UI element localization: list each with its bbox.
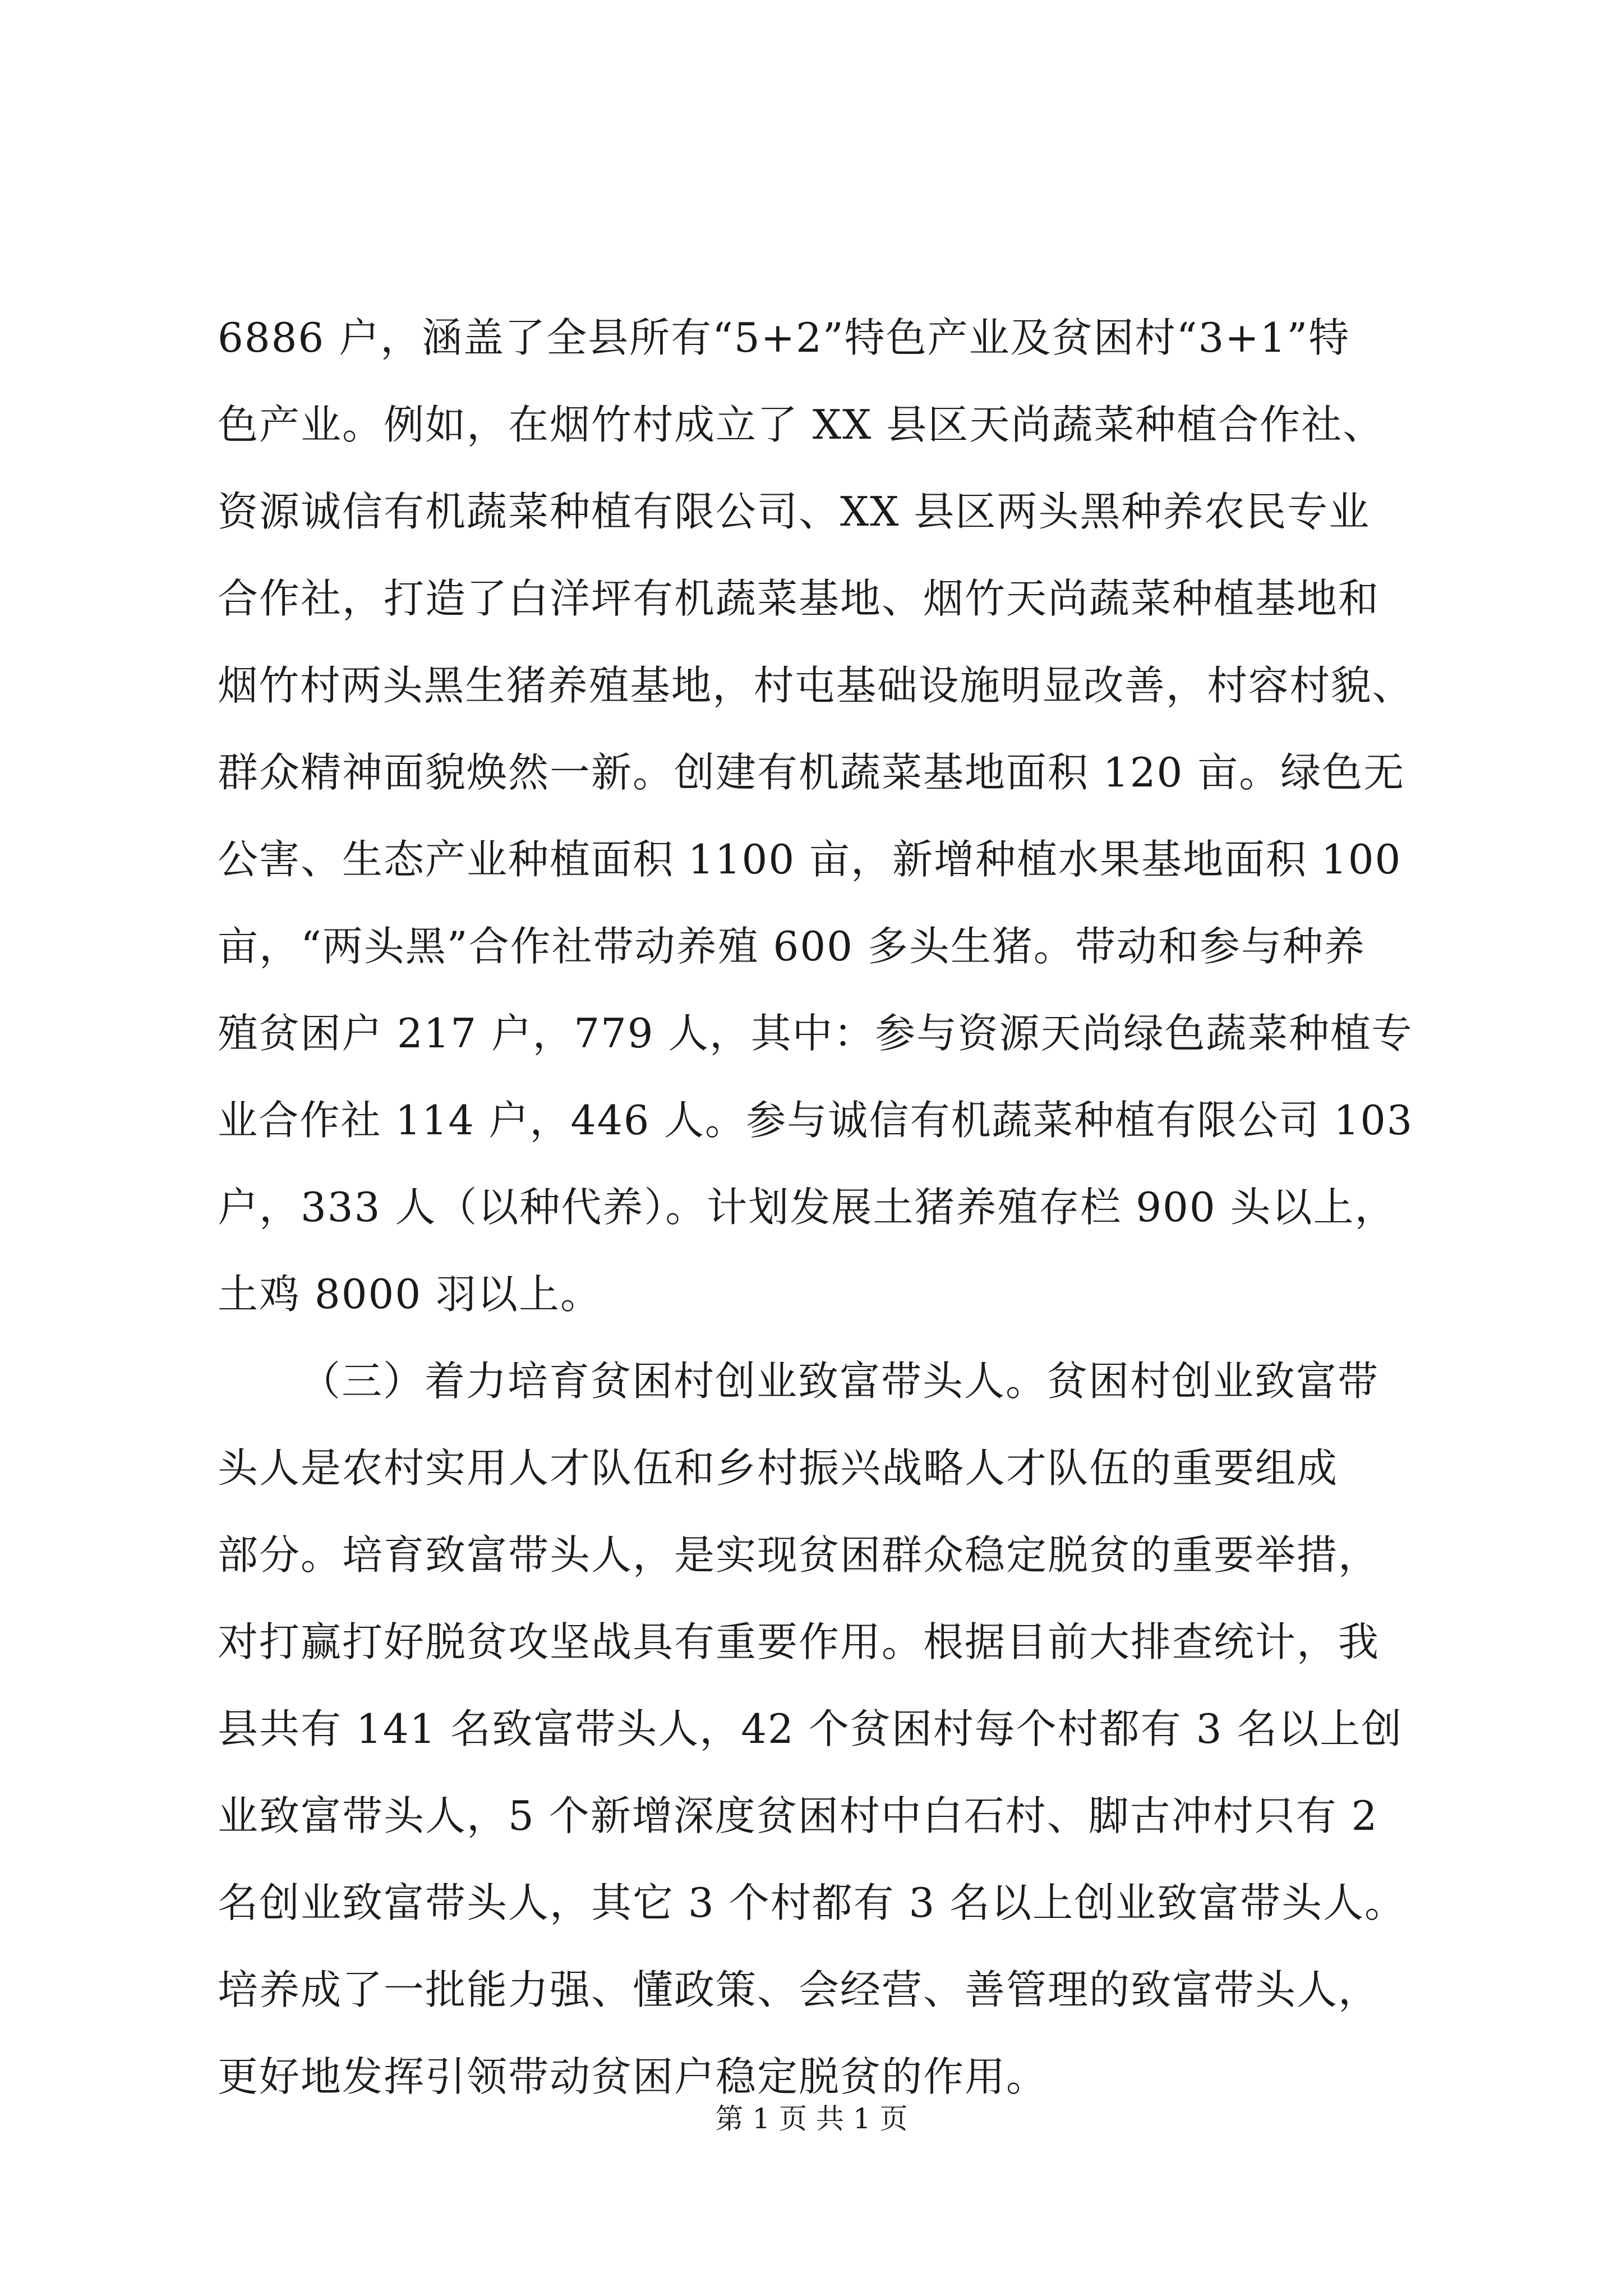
paragraph-line: 殖贫困户 217 户，779 人，其中：参与资源天尚绿色蔬菜种植专 [218, 1010, 1413, 1057]
paragraph-line: 业致富带头人，5 个新增深度贫困村中白石村、脚古冲村只有 2 [218, 1792, 1378, 1839]
paragraph-line: 色产业。例如，在烟竹村成立了 XX 县区天尚蔬菜种植合作社、 [218, 401, 1385, 448]
paragraph-line: 亩，“两头黑”合作社带动养殖 600 多头生猪。带动和参与种养 [218, 923, 1366, 970]
paragraph-line: 培养成了一批能力强、懂政策、会经营、善管理的致富带头人， [218, 1966, 1380, 2013]
paragraph-line: 烟竹村两头黑生猪养殖基地，村屯基础设施明显改善，村容村貌、 [218, 662, 1414, 709]
page-footer: 第 1 页 共 1 页 [715, 2102, 908, 2135]
paragraph-line: 户，333 人（以种代养）。计划发展土猪养殖存栏 900 头以上， [218, 1184, 1396, 1231]
paragraph-line: 更好地发挥引领带动贫困户稳定脱贫的作用。 [218, 2053, 1048, 2100]
paragraph-line: 名创业致富带头人，其它 3 个村都有 3 名以上创业致富带头人。 [218, 1879, 1407, 1926]
paragraph-line: 部分。培育致富带头人，是实现贫困群众稳定脱贫的重要举措， [218, 1531, 1380, 1579]
paragraph-line: 合作社，打造了白洋坪有机蔬菜基地、烟竹天尚蔬菜种植基地和 [218, 575, 1380, 622]
paragraph-line: 对打赢打好脱贫攻坚战具有重要作用。根据目前大排查统计，我 [218, 1618, 1380, 1665]
paragraph-line: 业合作社 114 户，446 人。参与诚信有机蔬菜种植有限公司 103 [218, 1097, 1413, 1144]
section-heading-line: （三）着力培育贫困村创业致富带头人。贫困村创业致富带 [300, 1358, 1380, 1405]
paragraph-line: 县共有 141 名致富带头人，42 个贫困村每个村都有 3 名以上创 [218, 1705, 1403, 1752]
paragraph-line: 头人是农村实用人才队伍和乡村振兴战略人才队伍的重要组成 [218, 1444, 1339, 1492]
paragraph-line: 6886 户，涵盖了全县所有“5+2”特色产业及贫困村“3+1”特 [218, 314, 1350, 361]
paragraph-line: 群众精神面貌焕然一新。创建有机蔬菜基地面积 120 亩。绿色无 [218, 749, 1405, 796]
paragraph-line: 土鸡 8000 羽以上。 [218, 1271, 602, 1318]
paragraph-line: 资源诚信有机蔬菜种植有限公司、XX 县区两头黑种养农民专业 [218, 488, 1371, 535]
paragraph-line: 公害、生态产业种植面积 1100 亩，新增种植水果基地面积 100 [218, 836, 1402, 883]
